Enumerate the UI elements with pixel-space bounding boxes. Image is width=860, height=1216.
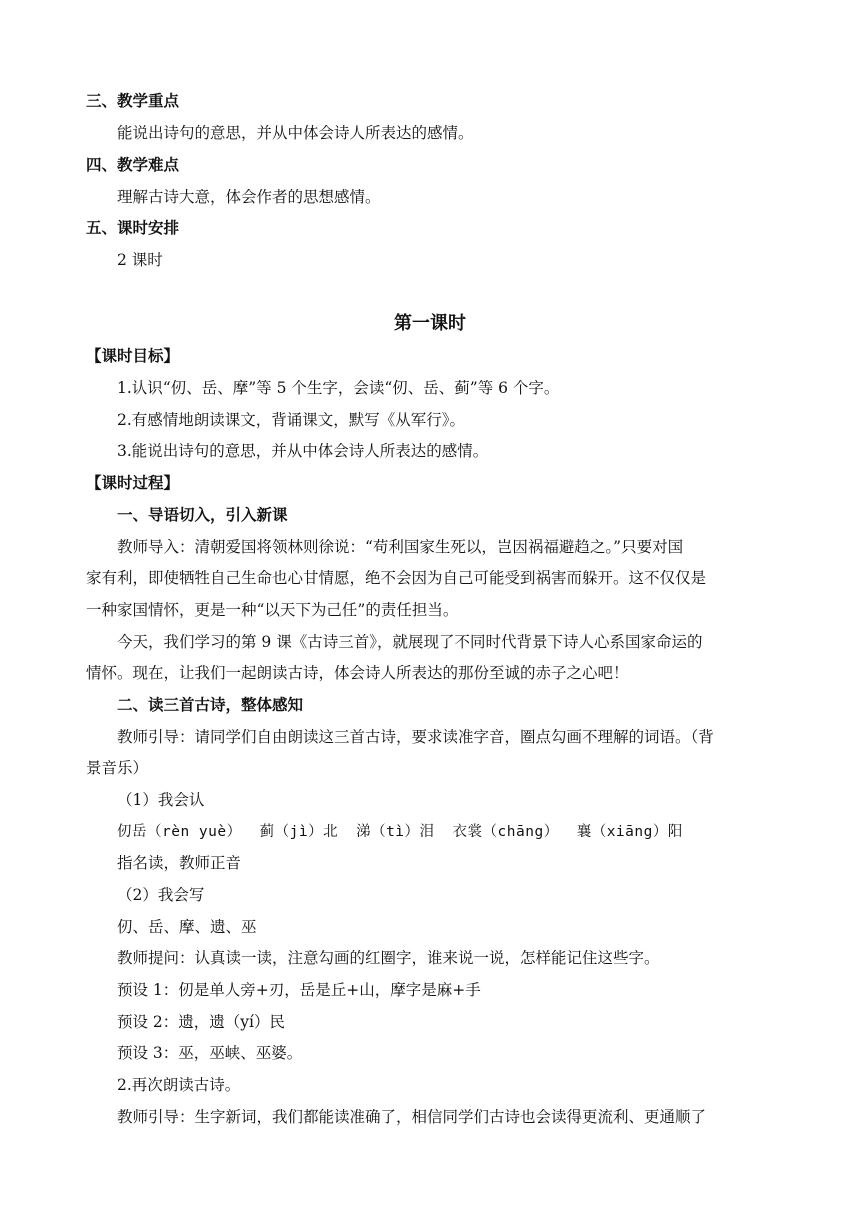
recognize-note: 指名读，教师正音 [117,854,242,872]
preset-1: 预设 1：仞是单人旁+刃，岳是丘+山，摩字是麻+手 [117,981,481,999]
goal-item: 3.能说出诗句的意思，并从中体会诗人所表达的感情。 [117,442,489,460]
pinyin-item: 涕（tì）泪 [356,824,435,840]
lesson-title: 第一课时 [394,313,466,334]
section-heading-difficulties: 四、教学难点 [86,155,180,174]
pinyin-item: 衣裳（chāng） [452,824,559,840]
paragraph-line: 教师导入：清朝爱国将领林则徐说：“苟利国家生死以，岂因祸福避趋之。”只要对国 [117,538,684,556]
paragraph-line: 今天，我们学习的第 9 课《古诗三首》，就展现了不同时代背景下诗人心系国家命运的 [117,633,703,651]
section-body-schedule: 2 课时 [117,251,163,269]
teacher-question: 教师提问：认真读一读，注意勾画的红圈字，谁来说一说，怎样能记住这些字。 [117,949,660,967]
paragraph-line: 情怀。现在，让我们一起朗读古诗，体会诗人所表达的那份至诚的赤子之心吧！ [86,664,629,682]
final-line: 教师引导：生字新词，我们都能读准确了，相信同学们古诗也会读得更流利、更通顺了 [117,1108,707,1126]
paragraph-line: 景音乐） [86,759,149,777]
part1-heading: 一、导语切入，引入新课 [117,505,288,524]
paragraph-line: 家有利，即使牺牲自己生命也心甘情愿，绝不会因为自己可能受到祸害而躲开。这不仅仅是 [86,569,707,587]
goal-item: 1.认识“仞、岳、摩”等 5 个生字，会读“仞、岳、蓟”等 6 个字。 [117,379,560,397]
paragraph-line: 教师引导：请同学们自由朗读这三首古诗，要求读准字音，圈点勾画不理解的词语。（背 [117,728,714,746]
section-body-key-points: 能说出诗句的意思，并从中体会诗人所表达的感情。 [117,124,474,142]
section-heading-schedule: 五、课时安排 [86,218,180,237]
paragraph-line: 一种家国情怀，更是一种“以天下为己任”的责任担当。 [86,601,459,619]
preset-2: 预设 2：遗，遗（yí）民 [117,1013,286,1031]
reread-step: 2.再次朗读古诗。 [117,1076,241,1094]
goals-heading: 【课时目标】 [86,346,180,365]
pinyin-item: 蓟（jì）北 [259,824,339,840]
recognize-heading: （1）我会认 [117,791,205,809]
section-body-difficulties: 理解古诗大意，体会作者的思想感情。 [117,188,381,206]
goal-item: 2.有感情地朗读课文，背诵课文，默写《从军行》。 [117,411,466,429]
section-heading-key-points: 三、教学重点 [86,91,180,110]
pinyin-item: 襄（xiāng）阳 [576,824,683,840]
pinyin-list [117,822,701,842]
process-heading: 【课时过程】 [86,473,180,492]
pinyin-item: 仞岳（rèn yuè） [117,824,242,840]
write-chars: 仞、岳、摩、遗、巫 [117,918,257,936]
part2-heading: 二、读三首古诗，整体感知 [117,695,304,714]
preset-3: 预设 3：巫，巫峡、巫婆。 [117,1044,303,1062]
write-heading: （2）我会写 [117,886,205,904]
